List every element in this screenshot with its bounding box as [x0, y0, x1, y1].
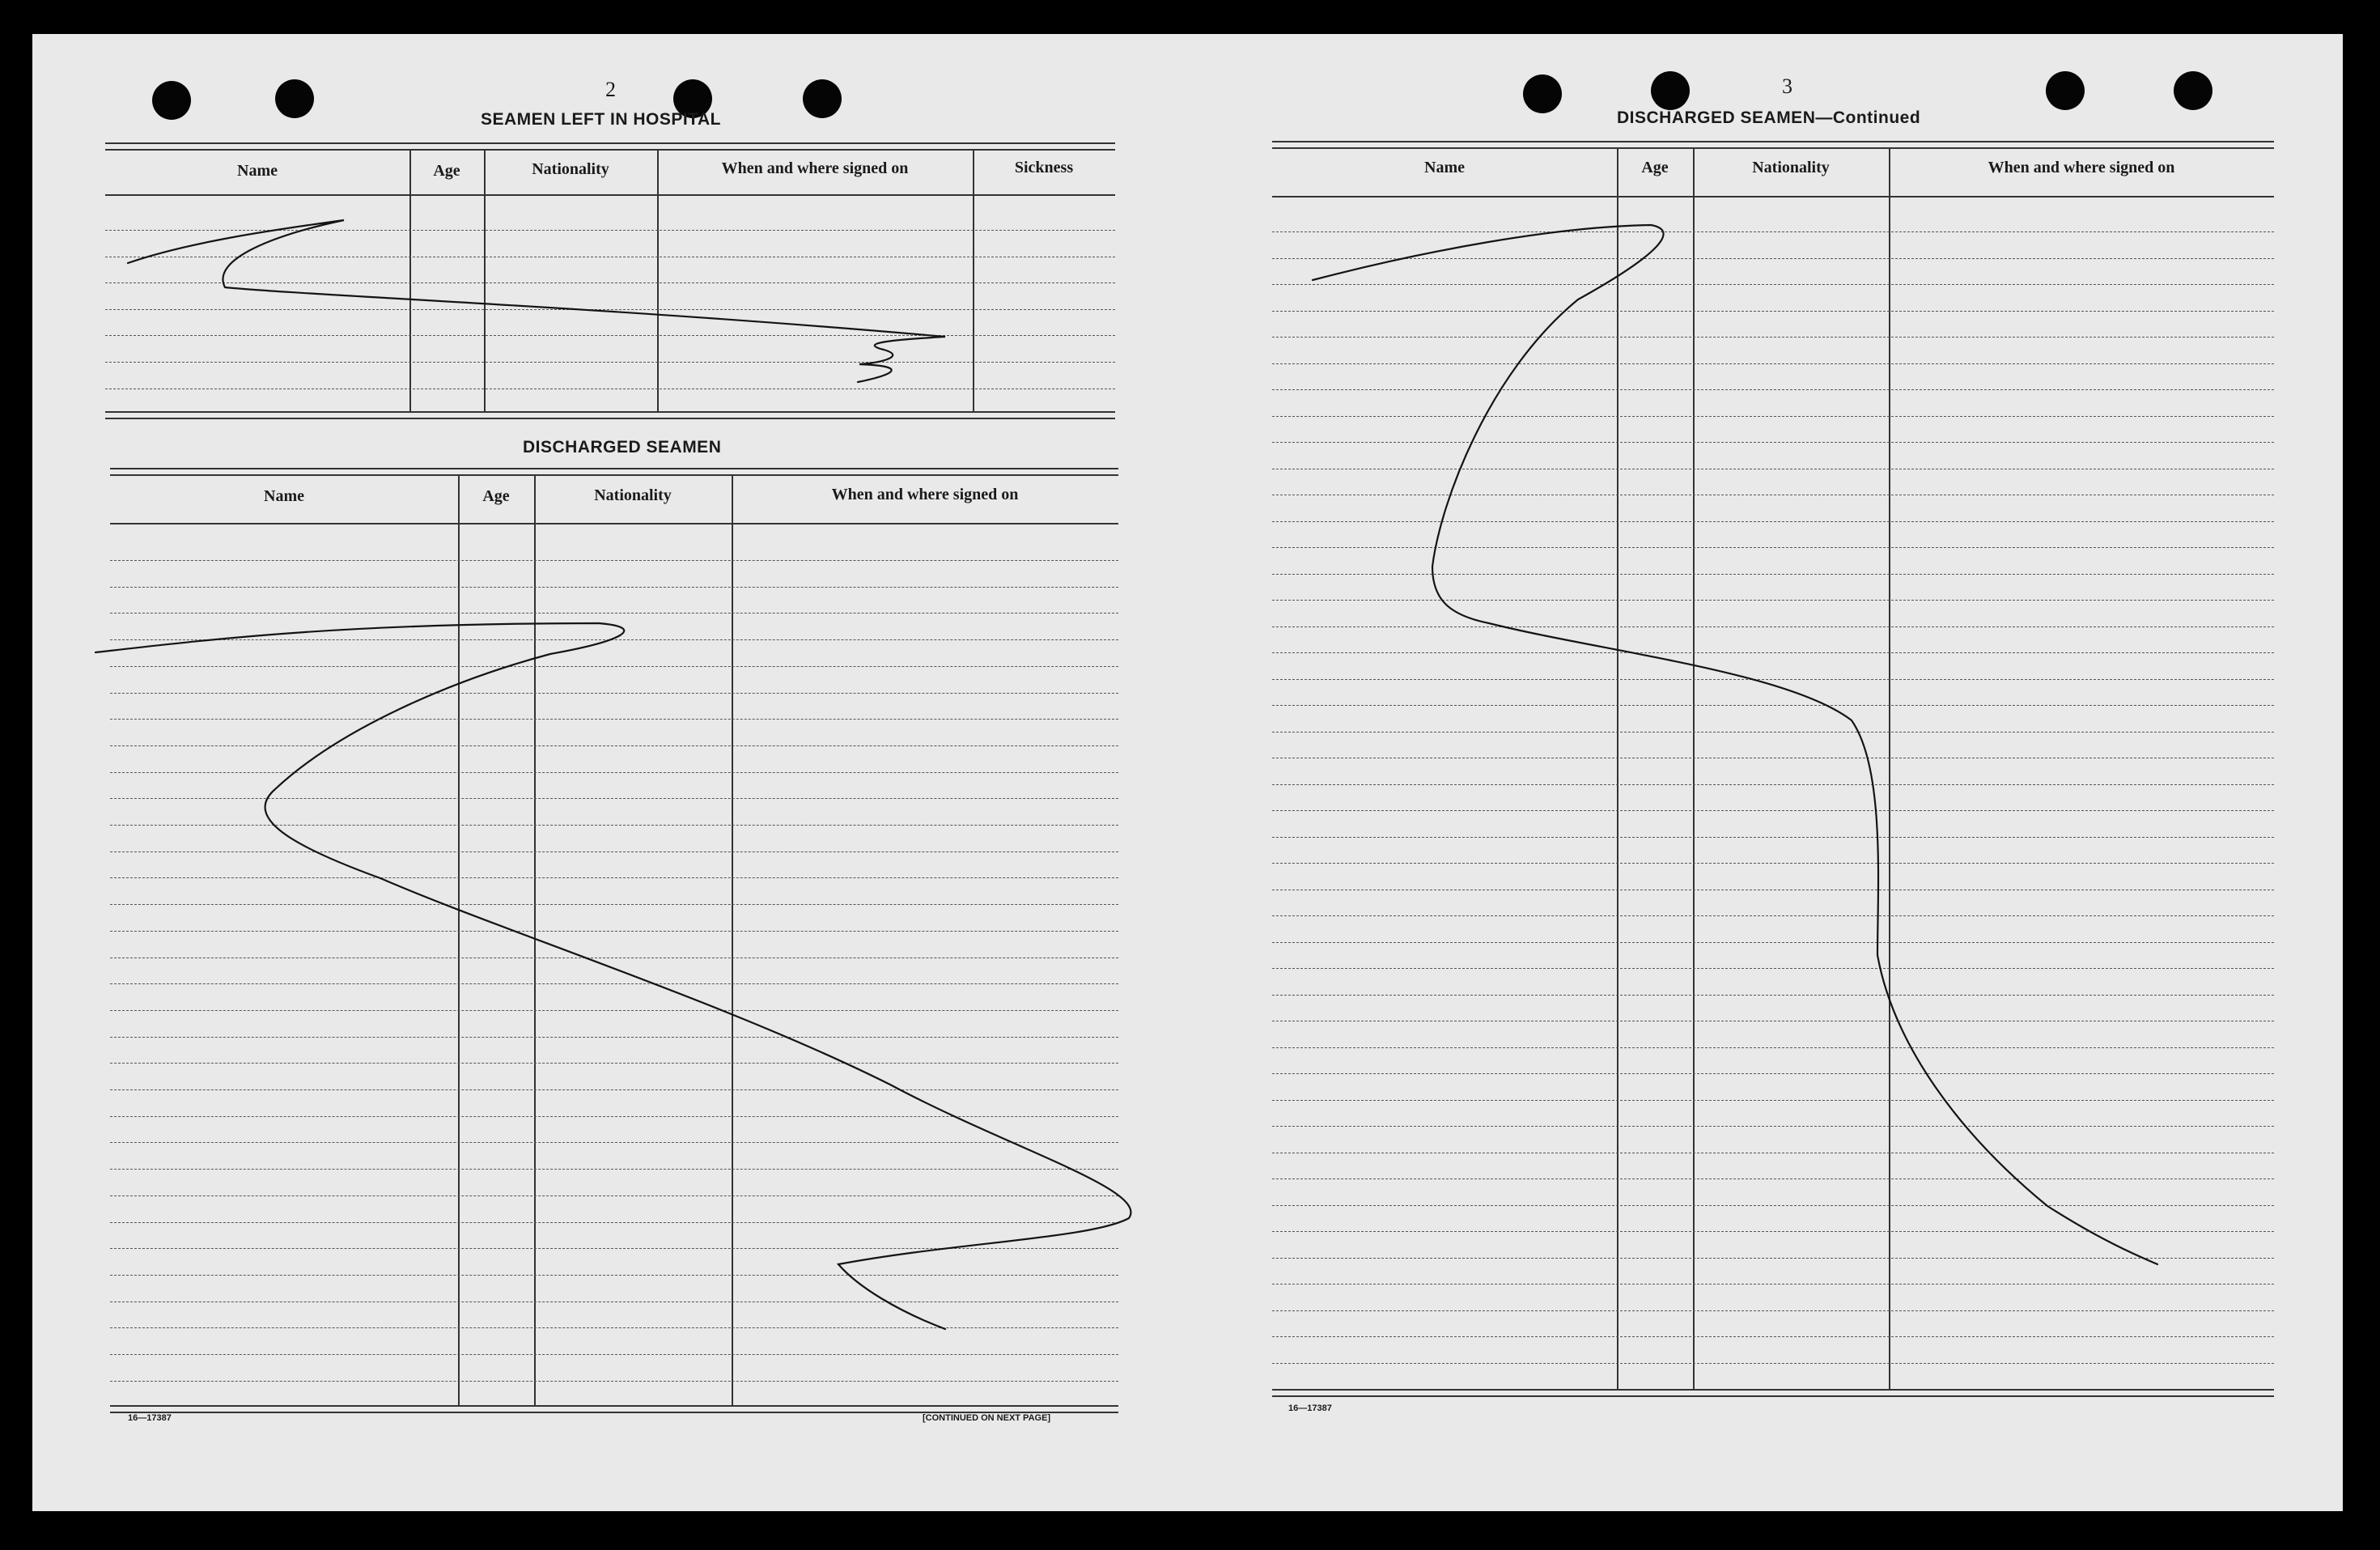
- footer-form-code-right: 16—17387: [1288, 1403, 1332, 1413]
- footer-form-code-left: 16—17387: [128, 1413, 172, 1423]
- hospital-cancel-stroke: [128, 220, 945, 382]
- discharged-col-nationality-right: Nationality: [1752, 159, 1830, 176]
- discharged-col-name-right: Name: [1424, 159, 1465, 176]
- hospital-col-signed-on: When and where signed on: [721, 159, 909, 177]
- discharged-col-name-left: Name: [264, 487, 304, 505]
- discharged-section-title-right: DISCHARGED SEAMEN—Continued: [1617, 108, 1921, 127]
- footer-continued-note: [CONTINUED ON NEXT PAGE]: [923, 1413, 1051, 1423]
- discharged-col-age-left: Age: [482, 487, 510, 505]
- page-number-left: 2: [605, 78, 616, 101]
- hospital-section-title: SEAMEN LEFT IN HOSPITAL: [481, 110, 721, 129]
- discharged-col-signed-on-right: When and where signed on: [1988, 159, 2175, 176]
- hospital-col-name: Name: [237, 162, 278, 180]
- discharged-left-cancel-stroke: [95, 623, 1131, 1329]
- discharged-right-cancel-stroke: [1313, 225, 2157, 1264]
- hospital-col-sickness: Sickness: [1014, 159, 1074, 176]
- discharged-col-signed-on-left: When and where signed on: [831, 486, 1019, 503]
- discharged-col-age-right: Age: [1641, 159, 1669, 176]
- discharged-section-title-left: DISCHARGED SEAMEN: [523, 438, 722, 457]
- discharged-col-nationality-left: Nationality: [594, 486, 672, 504]
- hospital-col-nationality: Nationality: [532, 160, 609, 178]
- page-number-right: 3: [1782, 74, 1792, 98]
- hospital-col-age: Age: [433, 162, 460, 180]
